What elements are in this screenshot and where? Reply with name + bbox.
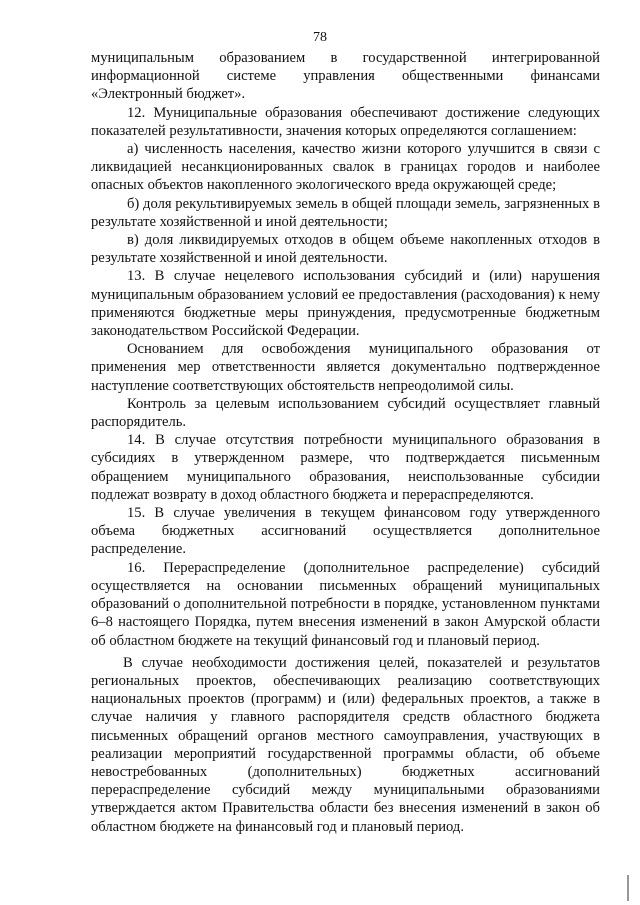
paragraph-13: 13. В случае нецелевого использования субсидий и (или) нарушения муниципальным образованием условий ее предоставления (расходования) к нему применяются бюджетные меры принуждения, предусмотренные бюджетным законодательством Российской Федерации. — [91, 268, 600, 340]
paragraph-15: 15. В случае увеличения в текущем финансовом году утвержденного объема бюджетных ассигнований осуществляется дополнительное распределение. — [91, 505, 600, 558]
paragraph-16-redistribution: В случае необходимости достижения целей, показателей и результатов региональных проектов, обеспечивающих реализацию соответствующих национальных проектов (программ) и (или) федеральных проектов, а также в случае наличия у главного распорядителя средств областного бюджета письменных обращений органов местного самоуправления, участвующих в реализации мероприятий государственной программы области, об объеме невостребованных (дополнительных) бюджетных ассигнований перераспределение субсидий между муниципальными образованиями утверждается актом Правительства области без внесения изменений в закон об областном бюджете на финансовый год и плановый период. — [91, 654, 600, 835]
paragraph-13-control: Контроль за целевым использованием субсидий осуществляет главный распорядитель. — [91, 395, 600, 431]
page-number: 78 — [313, 30, 327, 45]
scan-margin-mark — [627, 875, 629, 901]
paragraph-continuation: муниципальным образованием в государственной интегрированной информационной системе управления общественными финансами «Электронный бюджет». — [91, 50, 600, 103]
paragraph-13-grounds: Основанием для освобождения муниципального образования от применения мер ответственности является документально подтвержденное наступление соответствующих обстоятельств непреодолимой силы. — [91, 341, 600, 394]
paragraph-12-c: в) доля ликвидируемых отходов в общем объеме накопленных отходов в результате хозяйственной и иной деятельности. — [91, 232, 600, 267]
document-body — [91, 49, 600, 836]
paragraph-12: 12. Муниципальные образования обеспечивают достижение следующих показателей результативности, значения которых определяются соглашением: — [91, 104, 600, 139]
paragraph-14: 14. В случае отсутствия потребности муниципального образования в субсидиях в утвержденном размере, что подтверждается письменным обращением муниципального образования, неиспользованные субсидии подлежат возврату в доход областного бюджета и перераспределяются. — [91, 432, 600, 503]
paragraph-12-b: б) доля рекультивируемых земель в общей площади земель, загрязненных в результате хозяйственной и иной деятельности; — [91, 195, 600, 230]
paragraph-16: 16. Перераспределение (дополнительное распределение) субсидий осуществляется на основании письменных обращений муниципальных образований о дополнительной потребности в порядке, установленном пунктами 6–8 настоящего Порядка, путем внесения изменений в закон Амурской области об областном бюджете на текущий финансовый год и плановый период. — [91, 559, 600, 649]
paragraph-12-a: а) численность населения, качество жизни которого улучшится в связи с ликвидацией несанкционированных свалок в границах городов и наиболее опасных объектов накопленного экологического вреда окружающей среде; — [91, 141, 600, 194]
